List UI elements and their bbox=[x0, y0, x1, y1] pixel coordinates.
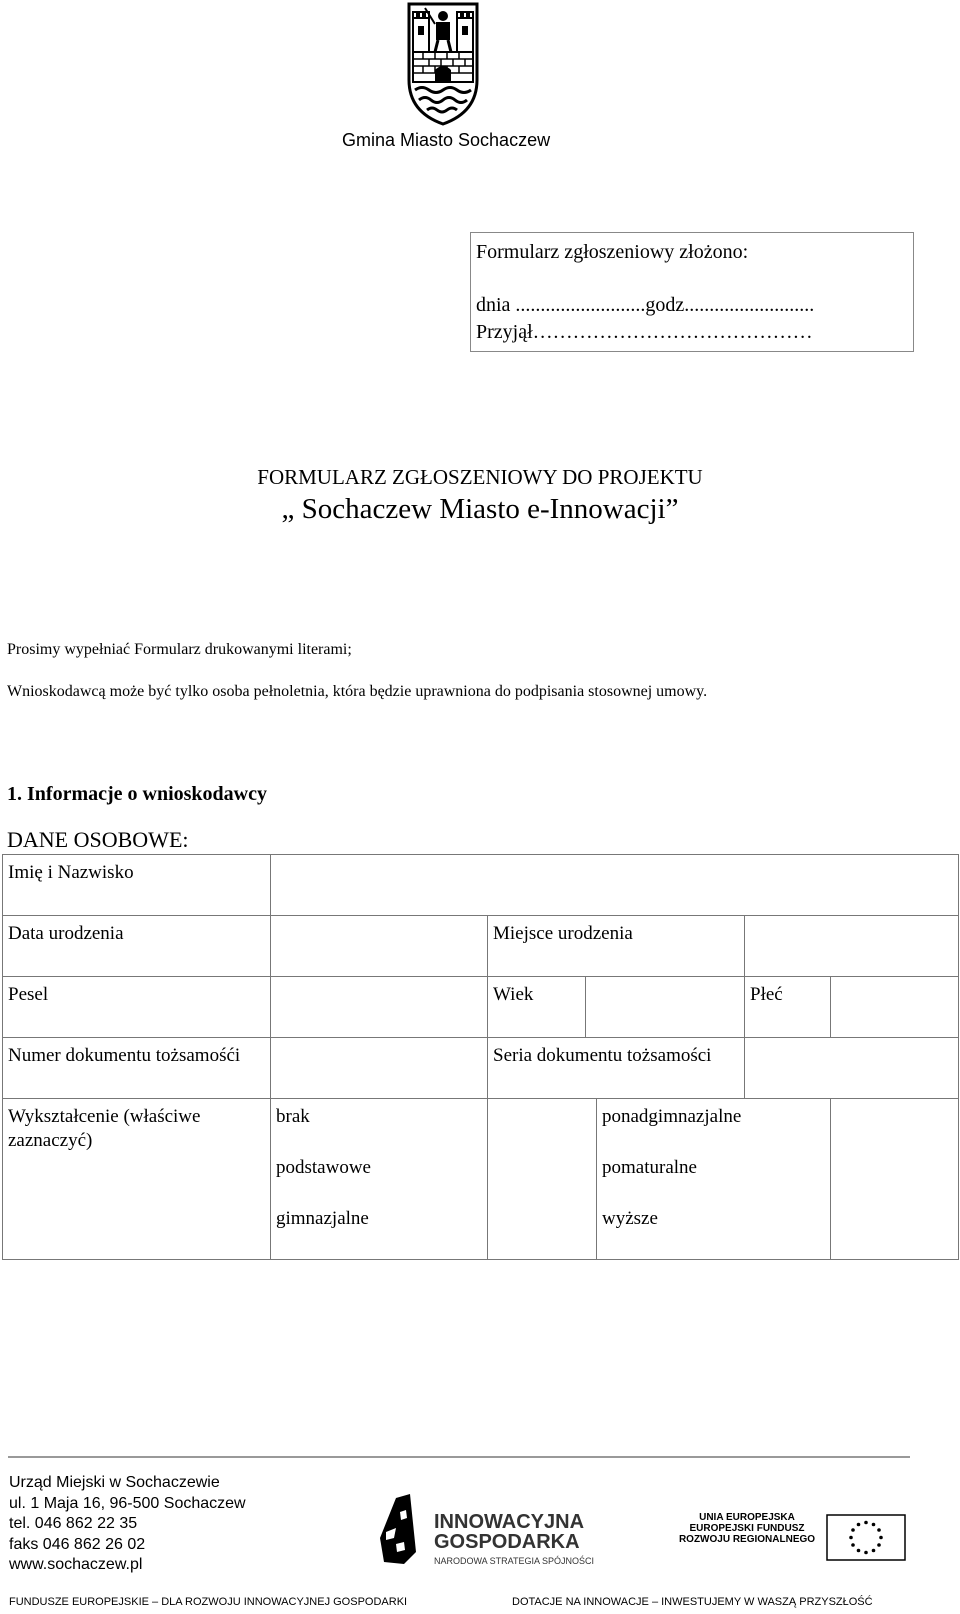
receipt-date-time-field[interactable]: dnia ..........................godz.......................... bbox=[476, 294, 815, 316]
eu-star-icon bbox=[864, 1551, 868, 1555]
eu-star-icon bbox=[877, 1528, 881, 1532]
eu-star-icon bbox=[864, 1521, 868, 1525]
education-option-label: brak bbox=[271, 1099, 488, 1150]
table-row bbox=[3, 855, 959, 916]
birth-place-label: Miejsce urodzenia bbox=[488, 916, 745, 977]
eu-star-icon bbox=[857, 1549, 861, 1553]
age-input-cell[interactable] bbox=[586, 977, 745, 1038]
office-fax: faks 046 862 26 02 bbox=[9, 1535, 146, 1553]
education-option-label: podstawowe bbox=[271, 1150, 488, 1201]
eu-line2: EUROPEJSKI FUNDUSZ bbox=[689, 1523, 805, 1534]
innovative-economy-logo bbox=[376, 1492, 616, 1572]
receipt-box bbox=[470, 232, 914, 352]
footer-slogan-left: FUNDUSZE EUROPEJSKIE – DLA ROZWOJU INNOWACYJNEJ GOSPODARKI bbox=[9, 1596, 408, 1608]
eu-fund-text bbox=[674, 1512, 820, 1545]
table-row bbox=[3, 1099, 959, 1150]
eligibility-note: Wnioskodawcą może być tylko osoba pełnoletnia, która będzie uprawniona do podpisania stosownej umowy. bbox=[7, 683, 708, 700]
eu-flag-icon bbox=[826, 1514, 906, 1561]
sex-label: Płeć bbox=[745, 977, 831, 1038]
eu-line1: UNIA EUROPEJSKA bbox=[699, 1512, 795, 1523]
birth-place-input-cell[interactable] bbox=[745, 916, 959, 977]
innov-logo-line3: NARODOWA STRATEGIA SPÓJNOŚCI bbox=[434, 1556, 595, 1566]
birth-date-label: Data urodzenia bbox=[3, 916, 271, 977]
table-row bbox=[3, 916, 959, 977]
municipality-name: Gmina Miasto Sochaczew bbox=[342, 130, 551, 150]
eu-line3: ROZWOJU REGIONALNEGO bbox=[678, 1534, 816, 1545]
pesel-label: Pesel bbox=[3, 977, 271, 1038]
footer-divider bbox=[8, 1456, 910, 1458]
education-option-label: wyższe bbox=[597, 1201, 831, 1260]
age-label: Wiek bbox=[488, 977, 586, 1038]
eu-star-icon bbox=[851, 1543, 855, 1547]
section-title: 1. Informacje o wnioskodawcy bbox=[7, 783, 267, 805]
office-phone: tel. 046 862 22 35 bbox=[9, 1515, 138, 1532]
education-checkbox-cell[interactable] bbox=[488, 1099, 597, 1150]
coat-of-arms-icon bbox=[405, 0, 481, 126]
eu-star-icon bbox=[877, 1543, 881, 1547]
education-option-label: pomaturalne bbox=[597, 1150, 831, 1201]
birth-date-input-cell[interactable] bbox=[271, 916, 488, 977]
name-label: Imię i Nazwisko bbox=[3, 855, 271, 916]
id-number-input-cell[interactable] bbox=[271, 1038, 488, 1099]
table-row bbox=[3, 977, 959, 1038]
footer-slogan-right: DOTACJE NA INNOWACJE – INWESTUJEMY W WASZĄ PRZYSZŁOŚĆ bbox=[512, 1596, 873, 1608]
office-name: Urząd Miejski w Sochaczewie bbox=[9, 1474, 220, 1491]
receipt-submitted-label: Formularz zgłoszeniowy złożono: bbox=[476, 241, 749, 263]
id-number-label: Numer dokumentu tożsamośći bbox=[3, 1038, 271, 1099]
eu-star-icon bbox=[879, 1536, 883, 1540]
instruction-note: Prosimy wypełniać Formularz drukowanymi literami; bbox=[7, 641, 352, 658]
eu-star-icon bbox=[872, 1523, 876, 1527]
eu-star-icon bbox=[872, 1549, 876, 1553]
id-series-input-cell[interactable] bbox=[745, 1038, 959, 1099]
education-checkbox-cell[interactable] bbox=[831, 1201, 959, 1260]
project-name: „ Sochaczew Miasto e-Innowacji” bbox=[281, 493, 679, 525]
office-website[interactable]: www.sochaczew.pl bbox=[9, 1556, 143, 1573]
innov-logo-line1: INNOWACYJNA bbox=[434, 1511, 585, 1533]
id-series-label: Seria dokumentu tożsamości bbox=[488, 1038, 745, 1099]
personal-data-heading: DANE OSOBOWE: bbox=[7, 827, 189, 852]
sex-input-cell[interactable] bbox=[831, 977, 959, 1038]
innov-logo-line2: GOSPODARKA bbox=[434, 1531, 580, 1553]
eu-star-icon bbox=[849, 1536, 853, 1540]
education-checkbox-cell[interactable] bbox=[488, 1150, 597, 1201]
education-checkbox-cell[interactable] bbox=[831, 1150, 959, 1201]
education-checkbox-cell[interactable] bbox=[488, 1201, 597, 1260]
education-label: Wykształcenie (właściwe zaznaczyć) bbox=[3, 1099, 271, 1260]
office-street: ul. 1 Maja 16, 96-500 Sochaczew bbox=[9, 1494, 246, 1512]
receipt-accepted-by-field[interactable]: Przyjął…………………………………… bbox=[476, 321, 813, 343]
document-title: FORMULARZ ZGŁOSZENIOWY DO PROJEKTU bbox=[257, 465, 703, 489]
eu-star-icon bbox=[851, 1528, 855, 1532]
education-checkbox-cell[interactable] bbox=[831, 1099, 959, 1150]
office-address bbox=[9, 1473, 246, 1576]
eu-star-icon bbox=[857, 1523, 861, 1527]
table-row bbox=[3, 1038, 959, 1099]
applicant-form-table bbox=[2, 854, 959, 1260]
education-option-label: gimnazjalne bbox=[271, 1201, 488, 1260]
education-option-label: ponadgimnazjalne bbox=[597, 1099, 831, 1150]
name-input-cell[interactable] bbox=[271, 855, 959, 916]
pesel-input-cell[interactable] bbox=[271, 977, 488, 1038]
